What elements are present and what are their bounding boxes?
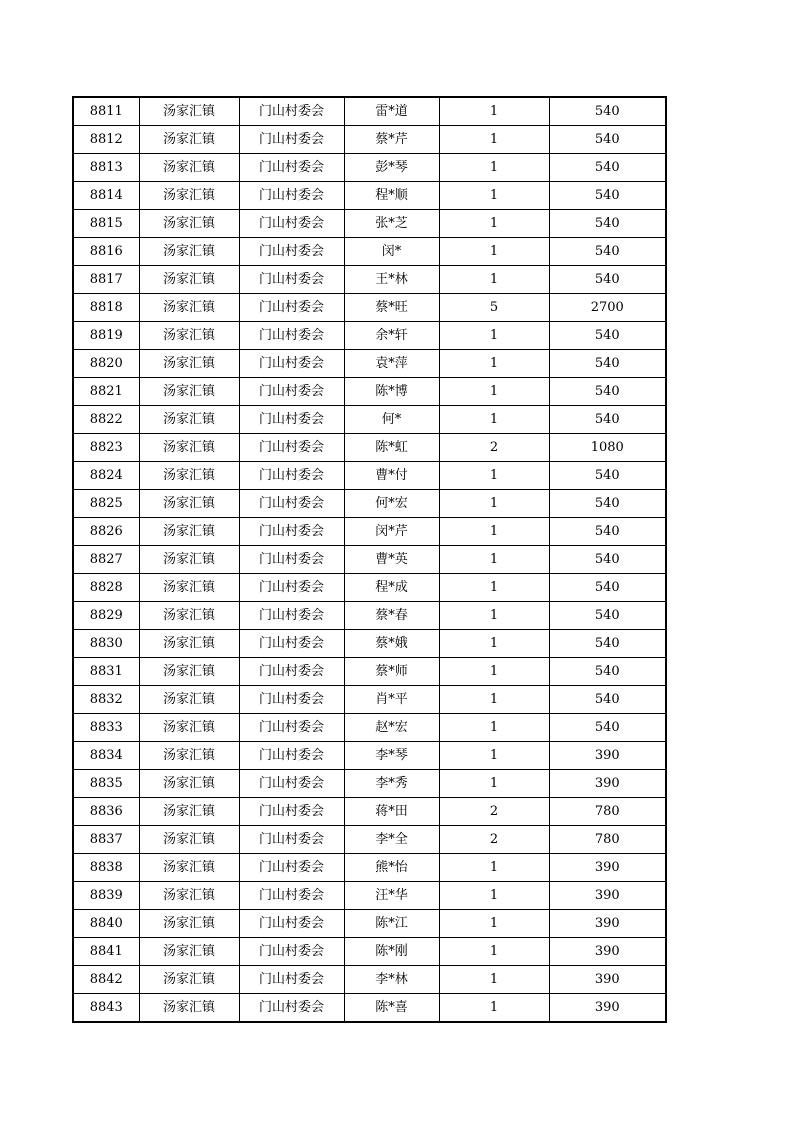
- name-cell: 汪*华: [344, 882, 439, 910]
- town-cell: 汤家汇镇: [139, 686, 239, 714]
- village-committee-cell: 门山村委会: [239, 378, 344, 406]
- name-cell: 何*: [344, 406, 439, 434]
- town-cell: 汤家汇镇: [139, 322, 239, 350]
- name-cell: 王*林: [344, 266, 439, 294]
- serial-number-cell: 8821: [73, 378, 139, 406]
- town-cell: 汤家汇镇: [139, 574, 239, 602]
- records-table: [72, 96, 667, 1023]
- serial-number-cell: 8836: [73, 798, 139, 826]
- town-cell: 汤家汇镇: [139, 406, 239, 434]
- table-row: [73, 378, 666, 406]
- count-cell: 1: [439, 994, 549, 1023]
- table-row: [73, 854, 666, 882]
- table-row: [73, 238, 666, 266]
- village-committee-cell: 门山村委会: [239, 994, 344, 1023]
- name-cell: 张*芝: [344, 210, 439, 238]
- village-committee-cell: 门山村委会: [239, 966, 344, 994]
- name-cell: 蔡*旺: [344, 294, 439, 322]
- count-cell: 1: [439, 658, 549, 686]
- serial-number-cell: 8827: [73, 546, 139, 574]
- table-row: [73, 910, 666, 938]
- serial-number-cell: 8819: [73, 322, 139, 350]
- amount-cell: 390: [549, 994, 666, 1023]
- serial-number-cell: 8816: [73, 238, 139, 266]
- serial-number-cell: 8820: [73, 350, 139, 378]
- village-committee-cell: 门山村委会: [239, 602, 344, 630]
- village-committee-cell: 门山村委会: [239, 266, 344, 294]
- amount-cell: 540: [549, 238, 666, 266]
- count-cell: 1: [439, 602, 549, 630]
- count-cell: 1: [439, 854, 549, 882]
- amount-cell: 540: [549, 210, 666, 238]
- village-committee-cell: 门山村委会: [239, 574, 344, 602]
- amount-cell: 540: [549, 378, 666, 406]
- village-committee-cell: 门山村委会: [239, 686, 344, 714]
- table-row: [73, 210, 666, 238]
- town-cell: 汤家汇镇: [139, 994, 239, 1023]
- count-cell: 1: [439, 266, 549, 294]
- amount-cell: 540: [549, 658, 666, 686]
- village-committee-cell: 门山村委会: [239, 126, 344, 154]
- name-cell: 熊*怡: [344, 854, 439, 882]
- table-row: [73, 97, 666, 126]
- village-committee-cell: 门山村委会: [239, 434, 344, 462]
- count-cell: 1: [439, 574, 549, 602]
- name-cell: 蔡*芹: [344, 126, 439, 154]
- village-committee-cell: 门山村委会: [239, 826, 344, 854]
- name-cell: 曹*付: [344, 462, 439, 490]
- table-row: [73, 406, 666, 434]
- town-cell: 汤家汇镇: [139, 238, 239, 266]
- village-committee-cell: 门山村委会: [239, 238, 344, 266]
- town-cell: 汤家汇镇: [139, 630, 239, 658]
- count-cell: 1: [439, 966, 549, 994]
- town-cell: 汤家汇镇: [139, 938, 239, 966]
- amount-cell: 390: [549, 910, 666, 938]
- village-committee-cell: 门山村委会: [239, 714, 344, 742]
- serial-number-cell: 8828: [73, 574, 139, 602]
- amount-cell: 540: [549, 406, 666, 434]
- table-row: [73, 966, 666, 994]
- amount-cell: 540: [549, 462, 666, 490]
- name-cell: 程*顺: [344, 182, 439, 210]
- count-cell: 2: [439, 434, 549, 462]
- table-row: [73, 742, 666, 770]
- serial-number-cell: 8838: [73, 854, 139, 882]
- count-cell: 1: [439, 462, 549, 490]
- count-cell: 5: [439, 294, 549, 322]
- count-cell: 2: [439, 826, 549, 854]
- serial-number-cell: 8823: [73, 434, 139, 462]
- count-cell: 1: [439, 350, 549, 378]
- count-cell: 1: [439, 630, 549, 658]
- amount-cell: 540: [549, 322, 666, 350]
- serial-number-cell: 8825: [73, 490, 139, 518]
- count-cell: 1: [439, 322, 549, 350]
- amount-cell: 540: [549, 490, 666, 518]
- name-cell: 曹*英: [344, 546, 439, 574]
- town-cell: 汤家汇镇: [139, 266, 239, 294]
- name-cell: 肖*平: [344, 686, 439, 714]
- serial-number-cell: 8830: [73, 630, 139, 658]
- amount-cell: 390: [549, 770, 666, 798]
- amount-cell: 540: [549, 714, 666, 742]
- town-cell: 汤家汇镇: [139, 182, 239, 210]
- serial-number-cell: 8824: [73, 462, 139, 490]
- village-committee-cell: 门山村委会: [239, 798, 344, 826]
- village-committee-cell: 门山村委会: [239, 938, 344, 966]
- name-cell: 陈*江: [344, 910, 439, 938]
- table-row: [73, 574, 666, 602]
- table-row: [73, 686, 666, 714]
- amount-cell: 540: [549, 97, 666, 126]
- table-row: [73, 266, 666, 294]
- town-cell: 汤家汇镇: [139, 546, 239, 574]
- serial-number-cell: 8818: [73, 294, 139, 322]
- name-cell: 陈*虹: [344, 434, 439, 462]
- name-cell: 蒋*田: [344, 798, 439, 826]
- table-row: [73, 490, 666, 518]
- count-cell: 1: [439, 126, 549, 154]
- name-cell: 袁*萍: [344, 350, 439, 378]
- village-committee-cell: 门山村委会: [239, 882, 344, 910]
- amount-cell: 390: [549, 882, 666, 910]
- name-cell: 李*琴: [344, 742, 439, 770]
- serial-number-cell: 8842: [73, 966, 139, 994]
- count-cell: 1: [439, 938, 549, 966]
- town-cell: 汤家汇镇: [139, 658, 239, 686]
- town-cell: 汤家汇镇: [139, 966, 239, 994]
- table-row: [73, 630, 666, 658]
- serial-number-cell: 8811: [73, 97, 139, 126]
- table-row: [73, 826, 666, 854]
- name-cell: 李*全: [344, 826, 439, 854]
- serial-number-cell: 8814: [73, 182, 139, 210]
- village-committee-cell: 门山村委会: [239, 854, 344, 882]
- count-cell: 1: [439, 686, 549, 714]
- amount-cell: 390: [549, 966, 666, 994]
- serial-number-cell: 8826: [73, 518, 139, 546]
- serial-number-cell: 8813: [73, 154, 139, 182]
- name-cell: 李*林: [344, 966, 439, 994]
- name-cell: 闵*芹: [344, 518, 439, 546]
- table-row: [73, 126, 666, 154]
- table-row: [73, 602, 666, 630]
- serial-number-cell: 8833: [73, 714, 139, 742]
- count-cell: 1: [439, 490, 549, 518]
- name-cell: 赵*宏: [344, 714, 439, 742]
- village-committee-cell: 门山村委会: [239, 182, 344, 210]
- count-cell: 1: [439, 714, 549, 742]
- town-cell: 汤家汇镇: [139, 882, 239, 910]
- name-cell: 雷*道: [344, 97, 439, 126]
- amount-cell: 540: [549, 546, 666, 574]
- town-cell: 汤家汇镇: [139, 350, 239, 378]
- town-cell: 汤家汇镇: [139, 910, 239, 938]
- name-cell: 程*成: [344, 574, 439, 602]
- name-cell: 陈*刚: [344, 938, 439, 966]
- serial-number-cell: 8835: [73, 770, 139, 798]
- village-committee-cell: 门山村委会: [239, 742, 344, 770]
- village-committee-cell: 门山村委会: [239, 630, 344, 658]
- table-row: [73, 350, 666, 378]
- count-cell: 1: [439, 154, 549, 182]
- amount-cell: 390: [549, 742, 666, 770]
- name-cell: 蔡*娥: [344, 630, 439, 658]
- count-cell: 2: [439, 798, 549, 826]
- village-committee-cell: 门山村委会: [239, 350, 344, 378]
- town-cell: 汤家汇镇: [139, 854, 239, 882]
- amount-cell: 540: [549, 686, 666, 714]
- amount-cell: 540: [549, 602, 666, 630]
- count-cell: 1: [439, 546, 549, 574]
- amount-cell: 390: [549, 938, 666, 966]
- name-cell: 蔡*春: [344, 602, 439, 630]
- village-committee-cell: 门山村委会: [239, 322, 344, 350]
- name-cell: 余*轩: [344, 322, 439, 350]
- serial-number-cell: 8817: [73, 266, 139, 294]
- village-committee-cell: 门山村委会: [239, 97, 344, 126]
- village-committee-cell: 门山村委会: [239, 154, 344, 182]
- serial-number-cell: 8832: [73, 686, 139, 714]
- serial-number-cell: 8815: [73, 210, 139, 238]
- town-cell: 汤家汇镇: [139, 826, 239, 854]
- name-cell: 蔡*师: [344, 658, 439, 686]
- name-cell: 李*秀: [344, 770, 439, 798]
- count-cell: 1: [439, 97, 549, 126]
- village-committee-cell: 门山村委会: [239, 910, 344, 938]
- table-row: [73, 994, 666, 1023]
- village-committee-cell: 门山村委会: [239, 462, 344, 490]
- village-committee-cell: 门山村委会: [239, 210, 344, 238]
- amount-cell: 540: [549, 630, 666, 658]
- count-cell: 1: [439, 406, 549, 434]
- table-row: [73, 546, 666, 574]
- table-row: [73, 462, 666, 490]
- name-cell: 陈*博: [344, 378, 439, 406]
- table-row: [73, 658, 666, 686]
- amount-cell: 780: [549, 798, 666, 826]
- village-committee-cell: 门山村委会: [239, 518, 344, 546]
- serial-number-cell: 8843: [73, 994, 139, 1023]
- village-committee-cell: 门山村委会: [239, 770, 344, 798]
- village-committee-cell: 门山村委会: [239, 658, 344, 686]
- count-cell: 1: [439, 518, 549, 546]
- serial-number-cell: 8812: [73, 126, 139, 154]
- town-cell: 汤家汇镇: [139, 434, 239, 462]
- town-cell: 汤家汇镇: [139, 742, 239, 770]
- amount-cell: 540: [549, 518, 666, 546]
- town-cell: 汤家汇镇: [139, 210, 239, 238]
- town-cell: 汤家汇镇: [139, 714, 239, 742]
- town-cell: 汤家汇镇: [139, 490, 239, 518]
- table-row: [73, 518, 666, 546]
- serial-number-cell: 8831: [73, 658, 139, 686]
- amount-cell: 540: [549, 574, 666, 602]
- serial-number-cell: 8841: [73, 938, 139, 966]
- name-cell: 陈*喜: [344, 994, 439, 1023]
- town-cell: 汤家汇镇: [139, 462, 239, 490]
- count-cell: 1: [439, 182, 549, 210]
- table-row: [73, 434, 666, 462]
- table-row: [73, 798, 666, 826]
- amount-cell: 540: [549, 182, 666, 210]
- table-row: [73, 294, 666, 322]
- name-cell: 何*宏: [344, 490, 439, 518]
- count-cell: 1: [439, 742, 549, 770]
- town-cell: 汤家汇镇: [139, 798, 239, 826]
- town-cell: 汤家汇镇: [139, 97, 239, 126]
- amount-cell: 2700: [549, 294, 666, 322]
- town-cell: 汤家汇镇: [139, 770, 239, 798]
- serial-number-cell: 8834: [73, 742, 139, 770]
- town-cell: 汤家汇镇: [139, 154, 239, 182]
- town-cell: 汤家汇镇: [139, 602, 239, 630]
- amount-cell: 540: [549, 126, 666, 154]
- count-cell: 1: [439, 910, 549, 938]
- town-cell: 汤家汇镇: [139, 294, 239, 322]
- serial-number-cell: 8839: [73, 882, 139, 910]
- amount-cell: 540: [549, 350, 666, 378]
- amount-cell: 1080: [549, 434, 666, 462]
- village-committee-cell: 门山村委会: [239, 546, 344, 574]
- table-row: [73, 322, 666, 350]
- town-cell: 汤家汇镇: [139, 126, 239, 154]
- amount-cell: 390: [549, 854, 666, 882]
- town-cell: 汤家汇镇: [139, 518, 239, 546]
- table-row: [73, 714, 666, 742]
- count-cell: 1: [439, 238, 549, 266]
- serial-number-cell: 8837: [73, 826, 139, 854]
- serial-number-cell: 8840: [73, 910, 139, 938]
- name-cell: 闵*: [344, 238, 439, 266]
- table-row: [73, 882, 666, 910]
- village-committee-cell: 门山村委会: [239, 490, 344, 518]
- table-row: [73, 938, 666, 966]
- count-cell: 1: [439, 770, 549, 798]
- records-table-body: [73, 97, 666, 1022]
- name-cell: 彭*琴: [344, 154, 439, 182]
- serial-number-cell: 8822: [73, 406, 139, 434]
- table-row: [73, 182, 666, 210]
- town-cell: 汤家汇镇: [139, 378, 239, 406]
- amount-cell: 540: [549, 154, 666, 182]
- serial-number-cell: 8829: [73, 602, 139, 630]
- village-committee-cell: 门山村委会: [239, 294, 344, 322]
- amount-cell: 780: [549, 826, 666, 854]
- village-committee-cell: 门山村委会: [239, 406, 344, 434]
- table-row: [73, 770, 666, 798]
- count-cell: 1: [439, 210, 549, 238]
- count-cell: 1: [439, 378, 549, 406]
- amount-cell: 540: [549, 266, 666, 294]
- count-cell: 1: [439, 882, 549, 910]
- table-row: [73, 154, 666, 182]
